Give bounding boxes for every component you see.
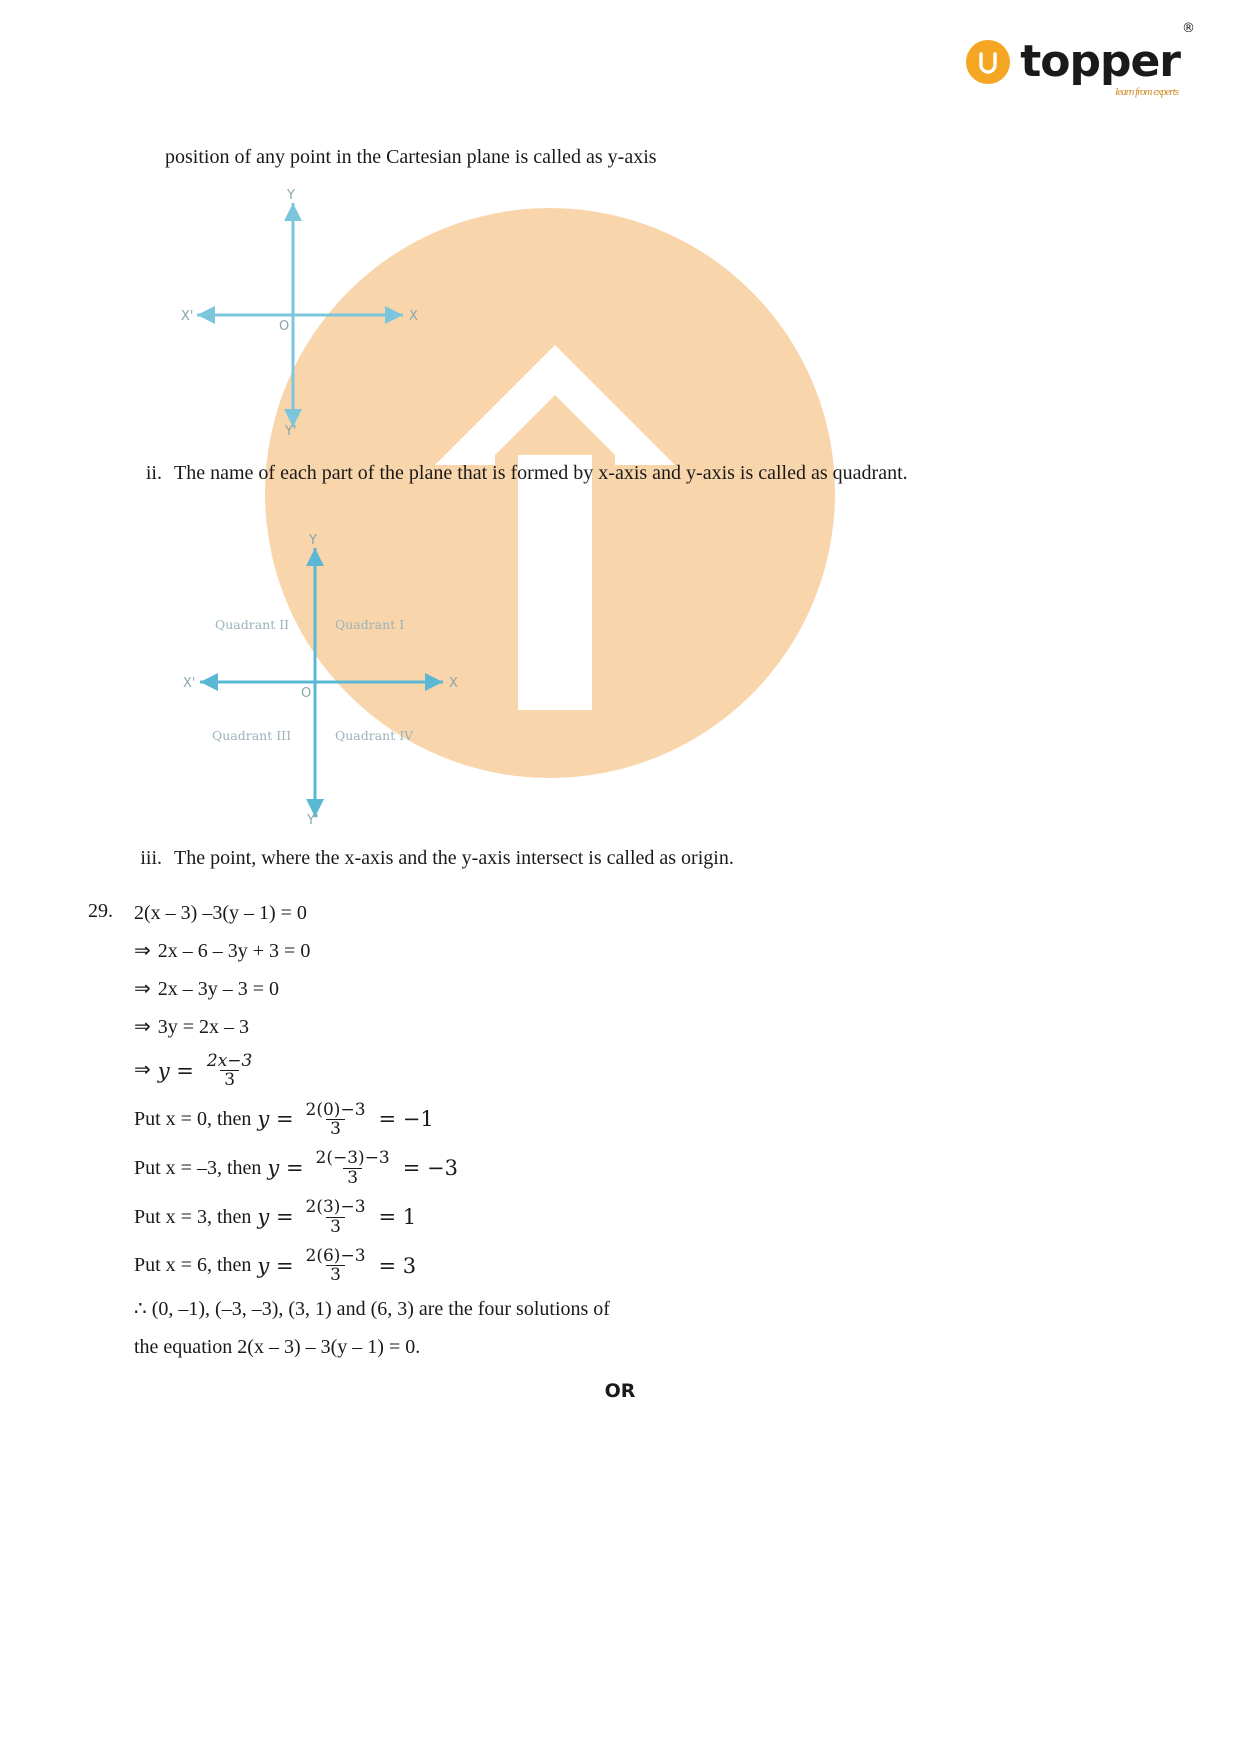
list-item-marker: ii. — [145, 462, 162, 484]
or-separator: OR — [604, 1380, 636, 1402]
fraction-numerator: 2(0)−3 — [305, 1099, 366, 1120]
conclusion-line: the equation 2(x – 3) – 3(y – 1) = 0. — [134, 1335, 421, 1358]
substitution-line — [134, 1101, 1148, 1139]
equation-line — [134, 938, 1148, 965]
substitution-prefix: Put x = 0, then — [134, 1108, 252, 1131]
substitution-line — [134, 1247, 1148, 1285]
cartesian-plane-axes-diagram — [175, 185, 435, 435]
cartesian-plane-quadrants-diagram — [175, 530, 475, 825]
y-equals-label: y = — [257, 1204, 294, 1229]
fraction-numerator: 2x−3 — [206, 1051, 253, 1071]
equation-text: 2x – 6 – 3y + 3 = 0 — [157, 940, 311, 962]
svg-text:Y': Y' — [285, 424, 297, 435]
equation-line — [134, 1052, 1148, 1090]
substitution-result: = −1 — [378, 1107, 434, 1132]
substitution-prefix: Put x = –3, then — [134, 1156, 262, 1179]
y-equals-label: y = — [157, 1058, 194, 1083]
fraction — [302, 1198, 370, 1236]
fraction — [203, 1052, 256, 1090]
list-item — [132, 458, 1037, 489]
fraction — [302, 1247, 370, 1285]
implies-icon: ⇒ — [134, 1059, 151, 1082]
svg-text:Y': Y' — [307, 813, 319, 825]
fraction-denominator: 3 — [220, 1070, 239, 1089]
list-item-label: The point, where the x-axis and the y-axis intersect is called as origin. — [174, 847, 734, 869]
substitution-prefix: Put x = 3, then — [134, 1205, 252, 1228]
svg-text:X': X' — [183, 676, 196, 691]
svg-text:O: O — [301, 686, 312, 701]
implies-icon: ⇒ — [134, 940, 151, 962]
equation-line — [134, 1014, 1148, 1041]
substitution-result: = −3 — [402, 1156, 458, 1181]
implies-icon: ⇒ — [134, 1016, 151, 1038]
fraction — [302, 1101, 370, 1139]
fraction-denominator: 3 — [326, 1265, 345, 1284]
svg-text:O: O — [279, 319, 290, 334]
brand-name-text: topper — [1020, 36, 1180, 87]
intro-paragraph: position of any point in the Cartesian plane is called as y-axis — [165, 146, 657, 168]
fraction-denominator: 3 — [326, 1119, 345, 1138]
question-number: 29. — [88, 900, 113, 922]
topper-u-logo-icon — [966, 40, 1010, 84]
list-item-label: The name of each part of the plane that is formed by x-axis and y-axis is called as quadrant. — [174, 462, 908, 484]
brand-tagline: learn from experts — [1115, 86, 1178, 98]
svg-text:X: X — [409, 309, 418, 324]
equation-text: 2x – 3y – 3 = 0 — [157, 978, 280, 1000]
equation-line: 2(x – 3) –3(y – 1) = 0 — [134, 902, 307, 924]
equation-line — [134, 976, 1148, 1003]
fraction — [312, 1149, 394, 1187]
y-equals-label: y = — [257, 1253, 294, 1278]
question-29-solution — [88, 900, 1148, 1372]
implies-icon: ⇒ — [134, 978, 151, 1000]
fraction-numerator: 2(3)−3 — [305, 1197, 366, 1218]
svg-text:Quadrant II: Quadrant II — [215, 617, 290, 632]
list-item-marker: iii. — [140, 847, 162, 869]
svg-text:X: X — [449, 676, 458, 691]
y-equals-label: y = — [257, 1107, 294, 1132]
conclusion-line: ∴ (0, –1), (–3, –3), (3, 1) and (6, 3) are the four solutions of — [134, 1297, 610, 1320]
substitution-result: = 1 — [378, 1204, 417, 1229]
substitution-line — [134, 1198, 1148, 1236]
equation-text: 3y = 2x – 3 — [157, 1016, 250, 1038]
svg-text:Y: Y — [287, 188, 295, 203]
substitution-prefix: Put x = 6, then — [134, 1254, 252, 1277]
brand-logo — [966, 21, 1194, 98]
substitution-result: = 3 — [378, 1253, 417, 1278]
fraction-numerator: 2(6)−3 — [305, 1245, 366, 1266]
svg-text:Quadrant I: Quadrant I — [335, 617, 405, 632]
svg-text:Quadrant III: Quadrant III — [212, 728, 292, 743]
fraction-numerator: 2(−3)−3 — [315, 1148, 390, 1169]
svg-text:Quadrant IV: Quadrant IV — [335, 728, 414, 743]
substitution-line — [134, 1149, 1148, 1187]
list-item — [132, 843, 1037, 874]
registered-mark: ® — [1182, 21, 1194, 36]
y-equals-label: y = — [267, 1156, 304, 1181]
svg-text:X': X' — [181, 309, 194, 324]
fraction-denominator: 3 — [343, 1168, 362, 1187]
fraction-denominator: 3 — [326, 1217, 345, 1236]
brand-name — [1020, 21, 1194, 98]
svg-text:Y: Y — [309, 533, 317, 548]
